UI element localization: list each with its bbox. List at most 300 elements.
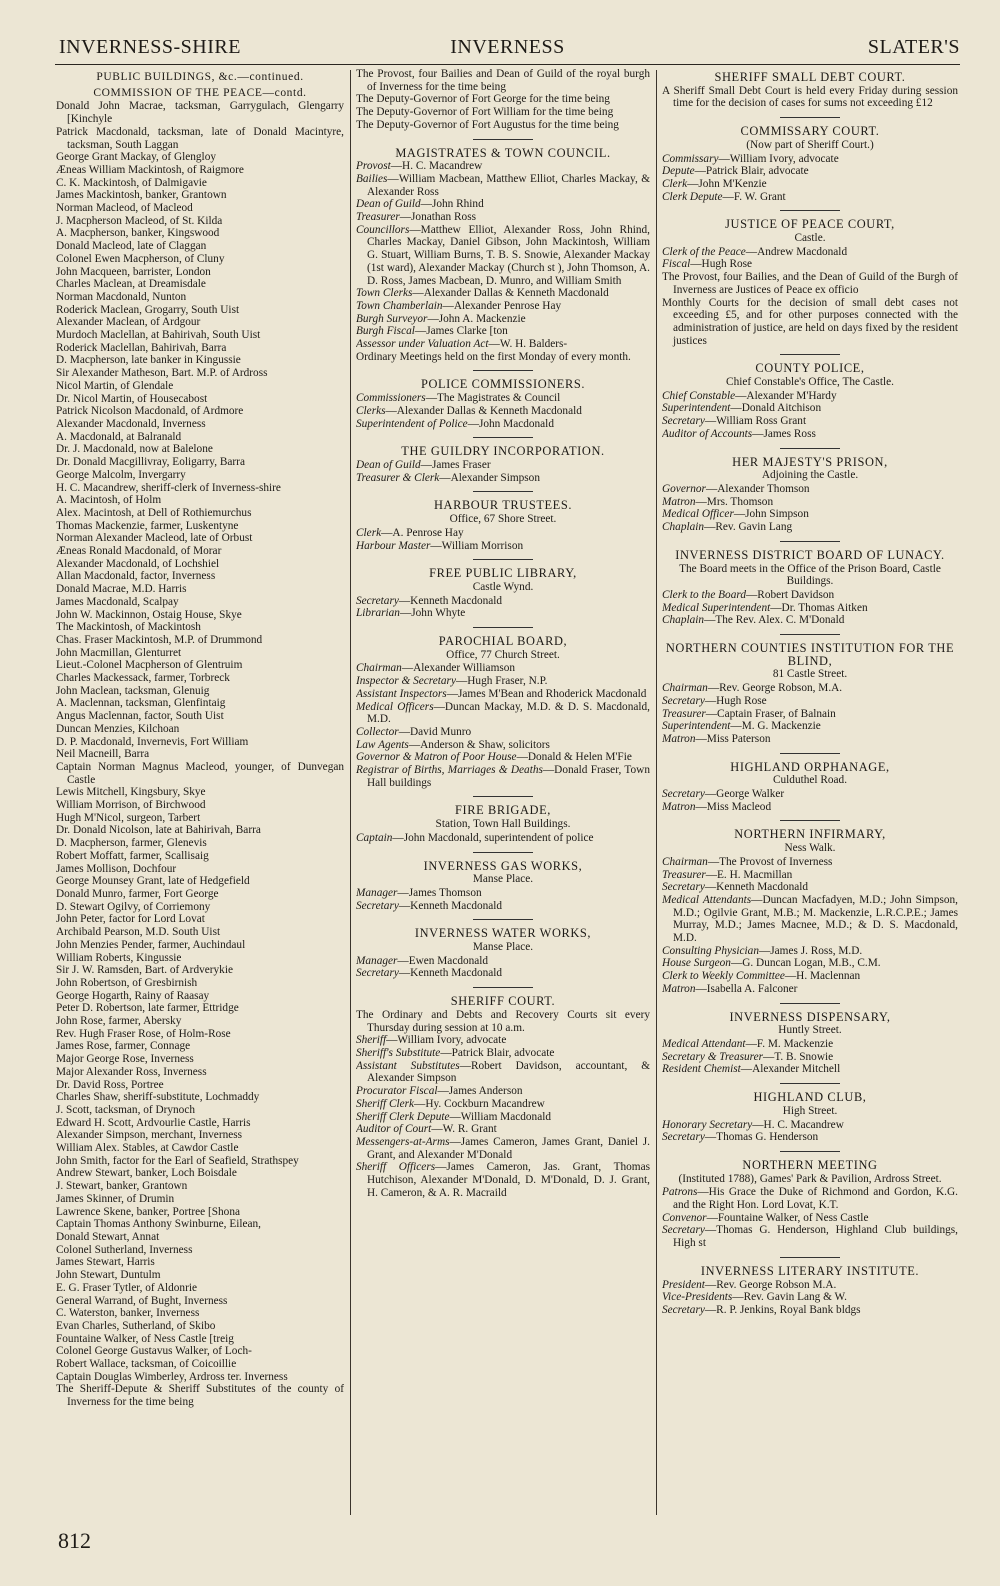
list-item — [356, 198, 650, 211]
office-title: Clerk — [356, 526, 382, 539]
list-item — [356, 739, 650, 752]
list-item: Angus Maclennan, factor, South Uist — [56, 710, 224, 723]
header-publisher: SLATER'S — [867, 36, 960, 58]
list-item — [662, 957, 958, 970]
office-holder: —William Macdonald — [449, 1110, 552, 1123]
office-title: Bailies — [356, 172, 388, 185]
section-address: Chief Constable's Office, The Castle. — [726, 376, 894, 389]
list-item: Murdoch Maclellan, at Bahirivah, South Uist — [56, 329, 261, 342]
office-holder: —Kenneth Macdonald — [398, 899, 503, 912]
office-title: Treasurer — [662, 868, 706, 881]
section-address: Office, 67 Shore Street. — [449, 513, 557, 526]
directory-section — [662, 761, 958, 814]
list-item: D. Stewart Ogilvy, of Corriemony — [56, 900, 211, 913]
list-item: John Smith, factor for the Earl of Seafield, Strathspey — [56, 1154, 299, 1167]
section-divider — [780, 210, 840, 211]
office-title: Honorary Secretary — [662, 1118, 753, 1131]
list-item: Dr. Donald Nicolson, late at Bahirivah, Barra — [56, 824, 261, 837]
section-title: INVERNESS DISPENSARY, — [729, 1009, 891, 1024]
office-title: President — [662, 1278, 705, 1291]
list-item: Charles Maclean, at Dreamisdale — [56, 278, 206, 291]
office-title: Harbour Master — [356, 539, 431, 552]
list-item: Dr. David Ross, Portree — [56, 1078, 164, 1091]
office-holder: —Mrs. Thomson — [695, 495, 774, 508]
list-item — [356, 607, 650, 620]
section-title: THE GUILDRY INCORPORATION. — [401, 444, 605, 459]
directory-section — [356, 927, 650, 980]
office-holder: —James Fraser — [420, 458, 491, 471]
section-address: Ness Walk. — [784, 842, 836, 855]
section-address: 81 Castle Street. — [772, 668, 848, 681]
list-item: Nicol Martin, of Glendale — [56, 379, 174, 392]
list-item: Æneas Ronald Macdonald, of Morar — [56, 545, 222, 558]
directory-section — [662, 549, 958, 627]
list-item — [356, 887, 650, 900]
list-item: A Sheriff Small Debt Court is held every Friday during session time for the decision of cases for sums not exceeding £12 — [662, 84, 958, 110]
list-item — [356, 211, 650, 224]
list-item — [356, 764, 650, 789]
office-title: Secretary & Treasurer — [662, 1050, 764, 1063]
list-item: James Skinner, of Drumin — [56, 1192, 175, 1205]
section-divider — [473, 139, 533, 140]
list-item: The Deputy-Governor of Fort William for the time being — [356, 106, 614, 119]
justice-list — [56, 100, 344, 1408]
list-item — [356, 527, 650, 540]
office-holder: —James Anderson — [437, 1085, 523, 1098]
office-title: Convenor — [662, 1211, 707, 1224]
list-item — [662, 602, 958, 615]
office-holder: —A. Penrose Hay — [381, 526, 464, 539]
list-item: James Macdonald, Scalpay — [56, 595, 179, 608]
office-holder: —Anderson & Shaw, solicitors — [408, 738, 550, 751]
office-holder: —H. C. Macandrew — [390, 160, 483, 173]
office-title: Chaplain — [662, 614, 705, 627]
office-holder: —Donald & Helen M'Fie — [516, 751, 632, 764]
list-item — [662, 788, 958, 801]
office-holder: —Alexander Penrose Hay — [442, 299, 562, 312]
list-item: Major Alexander Ross, Inverness — [56, 1065, 207, 1078]
office-title: Clerk — [662, 177, 688, 190]
column-3 — [662, 68, 958, 1560]
office-holder: —James Cameron, James Grant, Daniel J. Grant, and Alexander M'Donald — [367, 1135, 650, 1161]
directory-section — [356, 147, 650, 364]
list-item — [356, 300, 650, 313]
office-holder: —Ewen Macdonald — [397, 954, 489, 967]
list-item — [356, 1111, 650, 1124]
sections-list — [662, 71, 958, 1317]
office-title: Chairman — [662, 855, 708, 868]
list-item — [356, 967, 650, 980]
section-address: Castle. — [794, 232, 826, 245]
list-item: A. Macpherson, banker, Kingswood — [56, 227, 220, 240]
office-holder: —Hy. Cockburn Macandrew — [414, 1097, 545, 1110]
list-item: James Mollison, Dochfour — [56, 862, 177, 875]
office-title: Consulting Physician — [662, 944, 759, 957]
list-item: Donald John Macrae, tacksman, Garrygulach, Glengarry [Kinchyle — [56, 100, 344, 126]
list-item — [356, 392, 650, 405]
list-item — [662, 708, 958, 721]
section-divider — [780, 1003, 840, 1004]
office-holder: —Rev. Gavin Lang & W. — [732, 1291, 847, 1304]
office-holder: —Miss Macleod — [695, 800, 772, 813]
list-item — [662, 1063, 958, 1076]
list-item: James Rose, farmer, Connage — [56, 1040, 191, 1053]
office-holder: —Alexander Simpson — [439, 471, 540, 484]
office-title: Law Agents — [356, 738, 409, 751]
list-item — [662, 945, 958, 958]
office-title: Matron — [662, 982, 696, 995]
list-item — [662, 614, 958, 627]
list-item — [662, 801, 958, 814]
list-item: Chas. Fraser Mackintosh, M.P. of Drummond — [56, 633, 263, 646]
office-title: Commissary — [662, 152, 719, 165]
section-divider — [780, 1257, 840, 1258]
list-item: James Stewart, Harris — [56, 1256, 155, 1269]
office-title: Chairman — [356, 662, 402, 675]
list-item: Monthly Courts for the decision of small debt cases not exceeding £5, and for other purposes connected with the administration of justice, are held on days fixed by the resident justices — [662, 296, 958, 347]
list-item: George Mounsey Grant, late of Hedgefield — [56, 875, 250, 888]
section-title: HARBOUR TRUSTEES. — [433, 498, 573, 513]
list-item: Norman Macdonald, Nunton — [56, 290, 187, 303]
list-item — [662, 1131, 958, 1144]
page-header — [55, 34, 960, 65]
office-holder: —Fountaine Walker, of Ness Castle — [706, 1211, 869, 1224]
list-item: John Maclean, tacksman, Glenuig — [56, 684, 210, 697]
list-item — [356, 459, 650, 472]
section-address: Office, 77 Church Street. — [446, 648, 560, 661]
list-item — [356, 540, 650, 553]
office-holder: —Matthew Elliot, Alexander Ross, John Rhind, Charles Mackay, Daniel Gibson, John Mackintosh, William G. Stuart, William Burns, T. B. S. Snowie, Alexander Mackay (1st ward), Alexander Mackay (Church st ), John Thomson, A. D. Ross, James Macbean, D. Munro, and William Smith — [367, 223, 650, 287]
list-item — [662, 1038, 958, 1051]
list-item: The Sheriff-Depute & Sheriff Substitutes of the county of Inverness for the time being — [56, 1383, 344, 1409]
list-item: Hugh M'Nicol, surgeon, Tarbert — [56, 811, 201, 824]
list-item: J. Stewart, banker, Grantown — [56, 1180, 188, 1193]
section-divider — [780, 753, 840, 754]
list-item: John Macqueen, barrister, London — [56, 265, 211, 278]
list-item: D. Macpherson, farmer, Glenevis — [56, 837, 207, 850]
list-item — [356, 832, 650, 845]
section-address: Castle Wynd. — [472, 580, 534, 593]
list-item: Edward H. Scott, Ardvourlie Castle, Harris — [56, 1116, 251, 1129]
list-item: D. P. Macdonald, Invernevis, Fort William — [56, 735, 249, 748]
office-title: Clerk Depute — [662, 190, 723, 203]
list-item — [356, 1161, 650, 1199]
list-item — [356, 595, 650, 608]
office-title: Chaplain — [662, 521, 705, 534]
section-divider — [780, 820, 840, 821]
office-holder: —James Cameron, Jas. Grant, Thomas Hutchison, Alexander M'Donald, D. M'Donald, D. J. Grant, H. Cameron, & A. R. Macraild — [367, 1161, 650, 1199]
list-item — [662, 258, 958, 271]
office-holder: —Kenneth Macdonald — [704, 881, 809, 894]
list-item — [662, 869, 958, 882]
section-divider — [780, 1083, 840, 1084]
list-item — [662, 720, 958, 733]
list-item: Lawrence Skene, banker, Portree [Shona — [56, 1205, 240, 1218]
list-item: Donald Macleod, late of Claggan — [56, 240, 207, 253]
list-item: Alexander Macdonald, Inverness — [56, 417, 206, 430]
office-holder: —The Provost of Inverness — [707, 855, 833, 868]
list-item — [662, 1279, 958, 1292]
list-item: A. Macdonald, at Balranald — [56, 430, 182, 443]
office-holder: —Rev. George Robson M.A. — [704, 1278, 837, 1291]
directory-section — [662, 828, 958, 995]
office-title: Treasurer — [662, 707, 706, 720]
list-item: E. G. Fraser Tytler, of Aldonrie — [56, 1281, 197, 1294]
office-title: Medical Attendant — [662, 1038, 746, 1050]
section-title: FIRE BRIGADE, — [455, 803, 551, 818]
list-item: Colonel George Gustavus Walker, of Loch- — [56, 1345, 252, 1358]
list-item — [662, 1212, 958, 1225]
section-title: SHERIFF SMALL DEBT COURT. — [714, 70, 906, 84]
section-title: COMMISSION OF THE PEACE—contd. — [93, 86, 307, 99]
directory-section — [356, 995, 650, 1199]
office-holder: —H. Maclennan — [784, 970, 861, 983]
office-holder: —Alexander Mitchell — [740, 1063, 841, 1076]
column-divider-right — [656, 70, 657, 1515]
list-item: The Deputy-Governor of Fort George for the time being — [356, 93, 610, 106]
office-holder: —John Whyte — [399, 607, 466, 620]
office-title: Medical Attendants — [662, 893, 752, 906]
office-holder: —James M'Bean and Rhoderick Macdonald — [446, 687, 647, 700]
office-title: Medical Officers — [356, 700, 434, 713]
list-item: J. Macpherson Macleod, of St. Kilda — [56, 214, 223, 227]
office-title: Dean of Guild — [356, 198, 421, 211]
list-item: The Deputy-Governor of Fort Augustus for the time being — [356, 118, 619, 131]
office-holder: —Thomas G. Henderson — [704, 1131, 819, 1144]
office-holder: —W. R. Grant — [431, 1123, 497, 1136]
office-title: Burgh Surveyor — [356, 312, 428, 325]
office-title: Secretary — [356, 899, 399, 912]
section-divider — [780, 1151, 840, 1152]
list-item: Ordinary Meetings held on the first Monday of every month. — [356, 350, 631, 363]
section-address: The Board meets in the Office of the Prison Board, Castle Buildings. — [679, 562, 941, 588]
list-item — [356, 472, 650, 485]
list-item — [356, 726, 650, 739]
list-item — [356, 1098, 650, 1111]
office-title: Collector — [356, 725, 399, 738]
list-item: Æneas William Mackintosh, of Raigmore — [56, 163, 244, 176]
section-divider — [780, 117, 840, 118]
office-title: Town Chamberlain — [356, 299, 443, 312]
office-title: Assistant Inspectors — [356, 687, 447, 700]
office-title: Sheriff Clerk Depute — [356, 1110, 450, 1123]
list-item: Dr. Nicol Martin, of Housecabost — [56, 392, 208, 405]
office-title: Clerk to the Board — [662, 588, 746, 601]
office-title: Patrons — [662, 1186, 698, 1199]
directory-section — [662, 456, 958, 534]
directory-section — [356, 860, 650, 913]
section-title: POLICE COMMISSIONERS. — [420, 377, 586, 392]
office-holder: —G. Duncan Logan, M.B., C.M. — [730, 957, 881, 970]
list-item — [356, 688, 650, 701]
list-item: The Provost, four Bailies, and the Dean of Guild of the Burgh of Inverness are Justices of Peace ex officio — [662, 271, 958, 296]
office-holder: —Alexander Williamson — [401, 662, 516, 675]
section-divider — [473, 796, 533, 797]
list-item: Alex. Macintosh, at Dell of Rothiemurchus — [56, 506, 252, 519]
list-item: A. Maclennan, tacksman, Glenfintaig — [56, 697, 226, 710]
list-item — [662, 390, 958, 403]
office-title: Manager — [356, 954, 398, 967]
list-item — [662, 415, 958, 428]
office-title: Clerks — [356, 404, 386, 417]
list-item — [356, 338, 650, 351]
list-item: Patrick Nicolson Macdonald, of Ardmore — [56, 405, 244, 418]
directory-section — [356, 804, 650, 844]
section-divider — [473, 987, 533, 988]
list-item: Lewis Mitchell, Kingsbury, Skye — [56, 786, 206, 799]
office-holder: —Alexander Dallas & Kenneth Macdonald — [385, 404, 582, 417]
office-title: Superintendent — [662, 402, 731, 415]
list-item: George Malcolm, Invergarry — [56, 468, 186, 481]
list-item: Alexander Macdonald, of Lochshiel — [56, 557, 220, 570]
office-holder: —John M'Kenzie — [687, 177, 767, 190]
list-item — [662, 165, 958, 178]
office-title: Commissioners — [356, 392, 426, 405]
section-address: Station, Town Hall Buildings. — [435, 818, 571, 831]
section-divider — [473, 627, 533, 628]
office-holder: —Duncan Mackay, M.D. & D. S. Macdonald, M.D. — [367, 700, 650, 726]
office-title: Sheriff Officers — [356, 1161, 436, 1174]
office-holder: —Miss Paterson — [695, 732, 771, 745]
office-title: Medical Officer — [662, 508, 734, 521]
list-item — [356, 1123, 650, 1136]
office-title: Assessor under Valuation Act — [356, 338, 489, 351]
office-title: Councillors — [356, 223, 410, 236]
office-title: Registrar of Births, Marriages & Deaths — [356, 764, 543, 777]
directory-section — [662, 125, 958, 203]
office-holder: —Robert Davidson, accountant, & Alexander Simpson — [367, 1059, 650, 1085]
section-title: COMMISSARY COURT. — [740, 124, 880, 139]
list-item — [662, 178, 958, 191]
list-item: Major George Rose, Inverness — [56, 1053, 194, 1066]
office-holder: —Isabella A. Falconer — [695, 982, 798, 995]
list-item: Sir Alexander Matheson, Bart. M.P. of Ardross — [56, 367, 268, 380]
office-holder: —Thomas G. Henderson, Highland Club buildings, High st — [673, 1224, 958, 1250]
list-item: The Ordinary and Debts and Recovery Courts sit every Thursday during session at 10 a.m. — [356, 1008, 650, 1034]
office-holder: —James Ross — [752, 427, 816, 440]
list-item: Sir J. W. Ramsden, Bart. of Ardverykie — [56, 964, 233, 977]
section-address: (Instituted 1788), Games' Park & Pavilion, Ardross Street. — [678, 1172, 942, 1185]
list-item: Archibald Pearson, M.D. South Uist — [56, 926, 221, 939]
list-item: William Alex. Stables, at Cawdor Castle — [56, 1142, 239, 1155]
sections-list — [356, 139, 650, 1200]
office-title: Matron — [662, 495, 696, 508]
section-title: MAGISTRATES & TOWN COUNCIL. — [395, 145, 611, 160]
list-item: William Morrison, of Birchwood — [56, 799, 206, 812]
list-item — [356, 173, 650, 198]
list-item: Dr. Donald Macgillivray, Eoligarry, Barra — [56, 456, 245, 469]
list-item: George Hogarth, Rainy of Raasay — [56, 989, 210, 1002]
list-item — [356, 160, 650, 173]
list-item: William Roberts, Kingussie — [56, 951, 182, 964]
office-holder: —John A. Mackenzie — [427, 312, 526, 325]
list-item — [356, 701, 650, 726]
list-item: John Robertson, of Gresbirnish — [56, 976, 198, 989]
list-item — [356, 418, 650, 431]
list-item: Charles Mackessack, farmer, Torbreck — [56, 672, 230, 685]
office-title: Burgh Fiscal — [356, 325, 415, 338]
office-title: Inspector & Secretary — [356, 675, 456, 688]
office-title: Vice-Presidents — [662, 1291, 733, 1304]
office-holder: —George Walker — [704, 788, 785, 801]
list-item — [356, 955, 650, 968]
column-divider-left — [350, 70, 351, 1515]
section-title: HIGHLAND ORPHANAGE, — [730, 759, 890, 774]
office-holder: —Donald Aitchison — [730, 402, 822, 415]
section-address: Adjoining the Castle. — [761, 469, 859, 482]
office-holder: —David Munro — [398, 725, 472, 738]
office-title: Governor — [662, 482, 706, 495]
list-item — [356, 900, 650, 913]
section-title: NORTHERN INFIRMARY, — [734, 827, 886, 842]
directory-section — [356, 445, 650, 484]
office-holder: —Duncan Macfadyen, M.D.; John Simpson, M.D.; Ogilvie Grant, M.B.; M. Mackenzie, L.R.C.P.E.; James Murray, M.D.; James Macnee, M.D.; & D. S. Macdonald, M.D. — [673, 893, 958, 945]
list-item — [662, 521, 958, 534]
list-item — [356, 751, 650, 764]
list-item — [662, 428, 958, 441]
office-title: Medical Superintendent — [662, 601, 771, 614]
office-holder: —Patrick Blair, advocate — [694, 165, 809, 178]
office-holder: —Robert Davidson — [745, 588, 835, 601]
list-item: John Peter, factor for Lord Lovat — [56, 913, 205, 926]
section-title: NORTHERN MEETING — [742, 1157, 878, 1172]
list-item: D. Macpherson, late banker in Kingussie — [56, 354, 241, 367]
office-holder: —Alexander M'Hardy — [735, 389, 837, 402]
continued-heading: PUBLIC BUILDINGS, &c.—continued. — [96, 71, 304, 83]
section-divider — [473, 370, 533, 371]
list-item: Duncan Menzies, Kilchoan — [56, 722, 180, 735]
list-item — [356, 405, 650, 418]
list-item: Captain Norman Magnus Macleod, younger, of Dunvegan Castle — [56, 760, 344, 786]
office-title: Auditor of Court — [356, 1123, 432, 1136]
section-title: FREE PUBLIC LIBRARY, — [429, 566, 577, 581]
list-item: John Stewart, Duntulm — [56, 1269, 161, 1282]
directory-section — [356, 499, 650, 552]
office-holder: —W. H. Balders- — [488, 338, 568, 351]
office-title: Secretary — [356, 967, 399, 980]
list-item — [662, 970, 958, 983]
list-item — [356, 662, 650, 675]
section-title: COUNTY POLICE, — [755, 361, 865, 376]
list-item — [356, 224, 650, 288]
list-item — [662, 508, 958, 521]
section-address: Manse Place. — [472, 873, 534, 886]
list-item: J. Scott, tacksman, of Drynoch — [56, 1103, 195, 1116]
list-item — [662, 496, 958, 509]
list-item — [356, 1034, 650, 1047]
office-holder: —James Thomson — [397, 886, 482, 899]
office-title: Dean of Guild — [356, 458, 421, 471]
office-holder: —The Magistrates & Council — [425, 392, 561, 405]
office-title: Messengers-at-Arms — [356, 1135, 450, 1148]
list-item: H. C. Macandrew, sheriff-clerk of Inverness-shire — [56, 481, 281, 494]
office-title: Secretary — [662, 1224, 705, 1237]
office-title: Secretary — [662, 415, 705, 428]
list-item — [662, 1186, 958, 1211]
office-title: Depute — [662, 165, 695, 178]
intro-list — [356, 68, 650, 132]
list-item — [662, 983, 958, 996]
directory-section — [662, 71, 958, 110]
office-title: Treasurer — [356, 211, 400, 224]
section-address: (Now part of Sheriff Court.) — [746, 138, 874, 151]
section-divider — [780, 634, 840, 635]
office-title: Secretary — [662, 1303, 705, 1316]
list-item: Rev. Hugh Fraser Rose, of Holm-Rose — [56, 1027, 231, 1040]
office-holder: —Hugh Fraser, N.P. — [455, 675, 548, 688]
office-holder: —William Ross Grant — [704, 415, 807, 428]
office-holder: —James Clarke [ton — [414, 325, 508, 338]
